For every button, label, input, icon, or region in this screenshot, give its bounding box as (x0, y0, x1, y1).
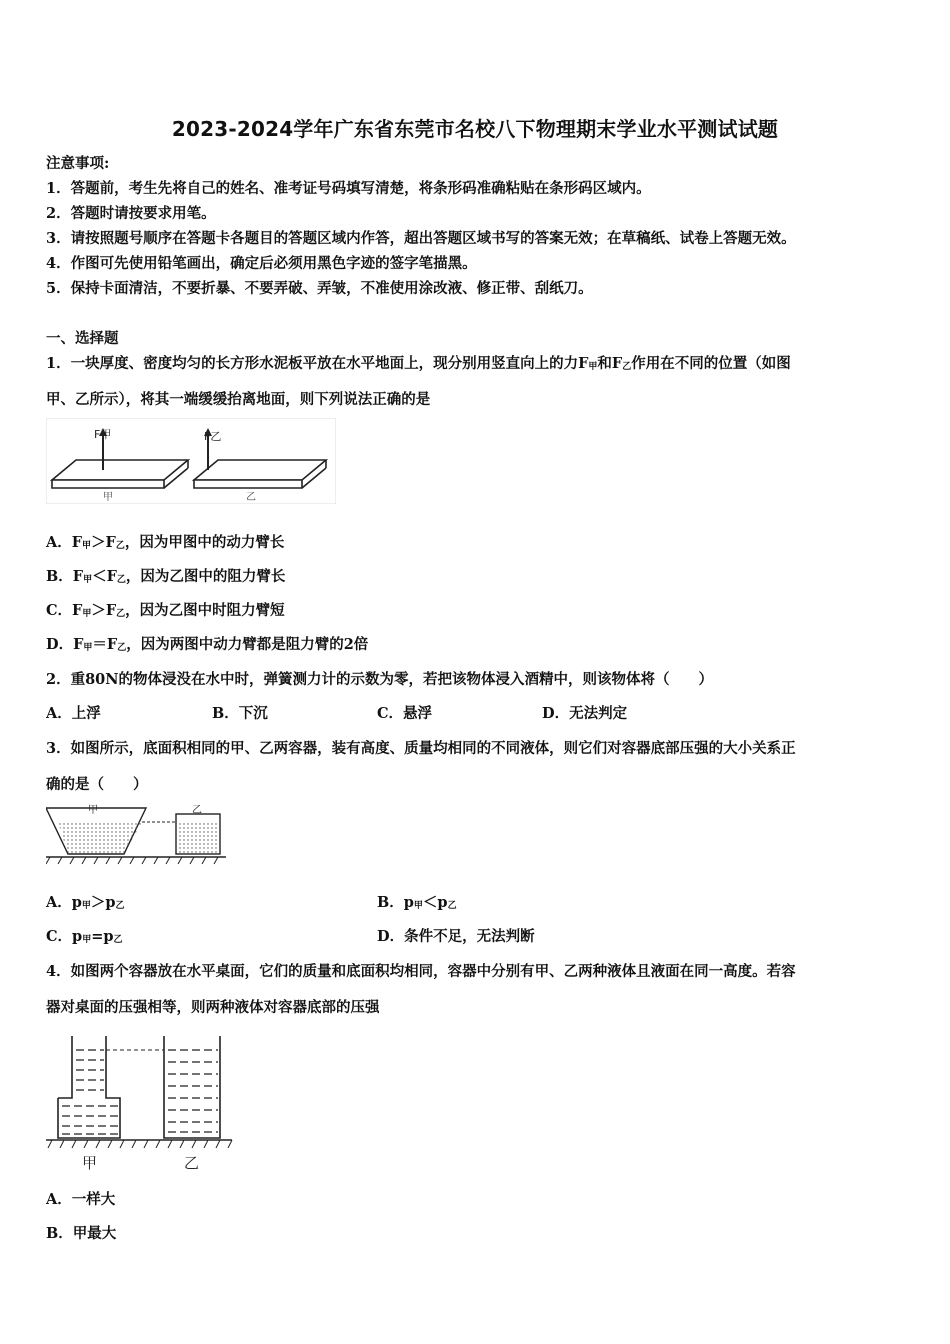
question-1-option-c[interactable]: C．F甲＞F乙，因为乙图中时阻力臂短 (46, 602, 285, 619)
notice-item: 2．答题时请按要求用笔。 (46, 205, 216, 222)
container-label-jia: 甲 (88, 805, 98, 816)
question-3-option-a[interactable]: A．p甲＞p乙 (46, 894, 125, 911)
force-label-jia: F甲 (94, 428, 112, 441)
question-4-option-a[interactable]: A．一样大 (46, 1191, 116, 1208)
figure-caption-yi: 乙 (184, 1154, 200, 1172)
question-3-option-d[interactable]: D．条件不足，无法判断 (377, 928, 535, 945)
figure-caption-jia: 甲 (82, 1154, 98, 1172)
section-heading: 一、选择题 (46, 330, 119, 347)
notice-heading: 注意事项: (46, 155, 110, 172)
question-1-line-1: 1．一块厚度、密度均匀的长方形水泥板平放在水平地面上，现分别用竖直向上的力F甲和F乙作用在不同的位置（如图 (46, 355, 791, 372)
question-2-option-c[interactable]: C．悬浮 (377, 705, 433, 722)
question-1-option-b[interactable]: B．F甲＜F乙，因为乙图中的阻力臂长 (46, 568, 286, 585)
question-2-option-b[interactable]: B．下沉 (212, 705, 268, 722)
page-title: 2023-2024学年广东省东莞市名校八下物理期末学业水平测试试题 (171, 117, 779, 141)
notice-item: 5．保持卡面清洁，不要折暴、不要弄破、弄皱，不准使用涂改液、修正带、刮纸刀。 (46, 280, 593, 297)
question-1-line-2: 甲、乙所示），将其一端缓缓抬离地面，则下列说法正确的是 (46, 391, 431, 408)
question-3-figure (46, 802, 228, 872)
question-2-option-a[interactable]: A．上浮 (46, 705, 101, 722)
question-2-option-d[interactable]: D．无法判定 (542, 705, 628, 722)
question-4-line-2: 器对桌面的压强相等，则两种液体对容器底部的压强 (46, 999, 380, 1016)
question-1-option-a[interactable]: A．F甲＞F乙，因为甲图中的动力臂长 (46, 534, 285, 551)
notice-item: 1．答题前，考生先将自己的姓名、准考证号码填写清楚，将条形码准确粘贴在条形码区域内。 (46, 180, 651, 197)
question-3-option-c[interactable]: C．p甲=p乙 (46, 928, 123, 945)
question-3-line-1: 3．如图所示，底面积相同的甲、乙两容器，装有高度、质量均相同的不同液体，则它们对容器底部压强的大小关系正 (46, 740, 796, 757)
notice-item: 4．作图可先使用铅笔画出，确定后必须用黑色字迹的签字笔描黑。 (46, 255, 477, 272)
question-4-option-b[interactable]: B．甲最大 (46, 1225, 117, 1242)
question-2-text: 2．重80N的物体浸没在水中时，弹簧测力计的示数为零，若把该物体浸入酒精中，则该物体将（ ） (46, 671, 714, 688)
notice-item: 3．请按照题号顺序在答题卡各题目的答题区域内作答，超出答题区域书写的答案无效；在草稿纸、试卷上答题无效。 (46, 230, 796, 247)
question-3-line-2: 确的是（ ） (46, 776, 148, 793)
question-3-option-b[interactable]: B．p甲＜p乙 (377, 894, 457, 911)
question-1-option-d[interactable]: D．F甲＝F乙，因为两图中动力臂都是阻力臂的2倍 (46, 636, 369, 653)
question-4-line-1: 4．如图两个容器放在水平桌面，它们的质量和底面积均相同，容器中分别有甲、乙两种液体且液面在同一高度。若容 (46, 963, 796, 980)
force-label-yi: F乙 (204, 430, 222, 443)
container-label-yi: 乙 (192, 805, 202, 816)
figure-caption-jia: 甲 (103, 492, 113, 503)
question-4-figure (46, 1028, 234, 1176)
question-1-figure (46, 418, 336, 504)
figure-caption-yi: 乙 (246, 492, 256, 503)
